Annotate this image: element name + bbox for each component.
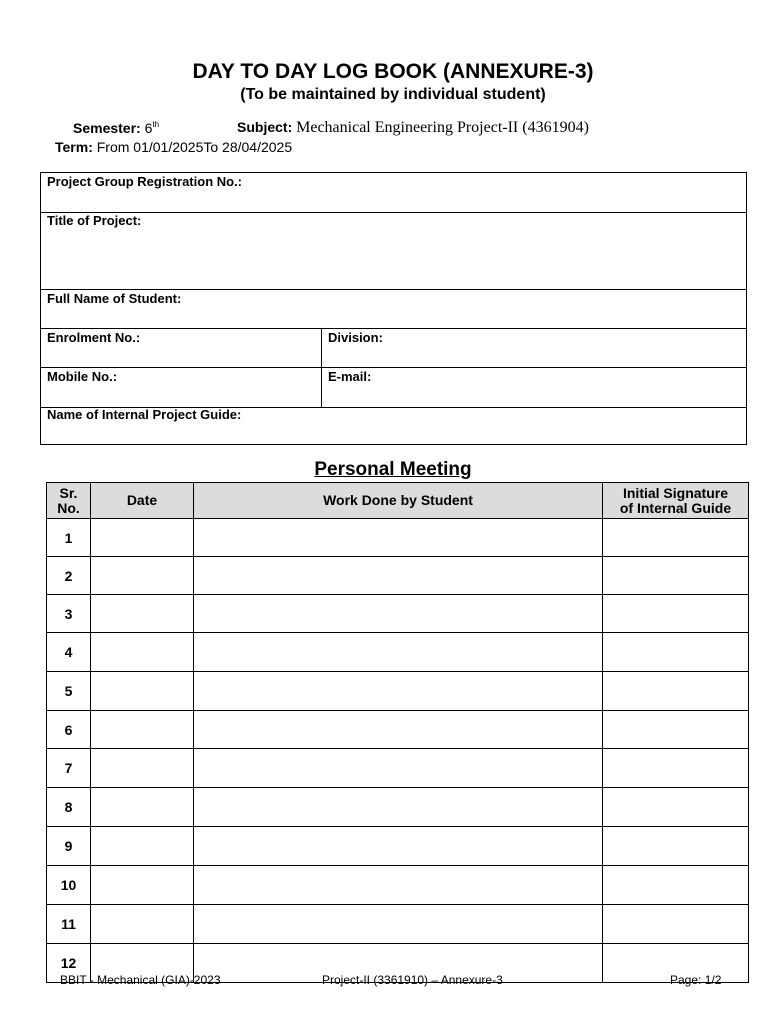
signature-cell[interactable] bbox=[603, 827, 749, 866]
signature-cell[interactable] bbox=[603, 749, 749, 788]
enrolment-label: Enrolment No.: bbox=[47, 330, 141, 345]
guide-row[interactable] bbox=[41, 407, 746, 445]
page-title: DAY TO DAY LOG BOOK (ANNEXURE-3) bbox=[192, 60, 594, 83]
term-label: Term: bbox=[55, 139, 93, 155]
personal-meeting-heading: Personal Meeting bbox=[314, 459, 472, 480]
sr-no-header bbox=[47, 483, 91, 519]
date-cell[interactable] bbox=[91, 788, 194, 827]
semester-suffix: th bbox=[152, 120, 160, 129]
work-done-cell[interactable] bbox=[194, 788, 603, 827]
work-done-cell[interactable] bbox=[194, 827, 603, 866]
sr-no-cell: 4 bbox=[47, 633, 91, 672]
table-row bbox=[47, 557, 749, 595]
guide-label: Name of Internal Project Guide: bbox=[47, 407, 242, 422]
signature-cell[interactable] bbox=[603, 711, 749, 749]
table-row bbox=[47, 905, 749, 944]
sr-no-cell: 12 bbox=[47, 944, 91, 983]
subject-value: Mechanical Engineering Project-II (4361904) bbox=[296, 119, 589, 136]
date-cell[interactable] bbox=[91, 557, 194, 595]
date-cell[interactable] bbox=[91, 633, 194, 672]
signature-header-line2: of Internal Guide bbox=[619, 499, 732, 516]
page-subtitle: (To be maintained by individual student) bbox=[240, 86, 546, 103]
table-row bbox=[47, 827, 749, 866]
mobile-email-row[interactable] bbox=[41, 368, 746, 408]
footer-right: Page: 1/2 bbox=[670, 973, 722, 987]
signature-cell[interactable] bbox=[603, 866, 749, 905]
table-row bbox=[47, 866, 749, 905]
meeting-log-table bbox=[46, 482, 749, 983]
date-cell[interactable] bbox=[91, 866, 194, 905]
date-cell[interactable] bbox=[91, 595, 194, 633]
sr-no-cell: 5 bbox=[47, 672, 91, 711]
date-cell[interactable] bbox=[91, 827, 194, 866]
sr-no-cell: 1 bbox=[47, 519, 91, 557]
meeting-log-body bbox=[47, 519, 749, 983]
footer-center: Project-II (3361910) – Annexure-3 bbox=[322, 973, 503, 987]
column-divider bbox=[321, 328, 322, 367]
student-info-box bbox=[40, 172, 747, 445]
full-name-row[interactable] bbox=[41, 289, 746, 329]
column-divider bbox=[321, 368, 322, 407]
term-line bbox=[55, 139, 292, 155]
email-label: E-mail: bbox=[328, 369, 372, 384]
registration-label: Project Group Registration No.: bbox=[47, 174, 243, 189]
subject-label: Subject: bbox=[237, 119, 293, 135]
work-done-cell[interactable] bbox=[194, 557, 603, 595]
semester-label: Semester: bbox=[73, 120, 141, 136]
sr-no-cell: 11 bbox=[47, 905, 91, 944]
table-row bbox=[47, 788, 749, 827]
sr-no-cell: 2 bbox=[47, 557, 91, 595]
sr-no-cell: 9 bbox=[47, 827, 91, 866]
table-row bbox=[47, 711, 749, 749]
date-cell[interactable] bbox=[91, 672, 194, 711]
work-done-header: Work Done by Student bbox=[194, 483, 603, 519]
table-row bbox=[47, 672, 749, 711]
signature-cell[interactable] bbox=[603, 905, 749, 944]
signature-cell[interactable] bbox=[603, 672, 749, 711]
mobile-label: Mobile No.: bbox=[47, 369, 118, 384]
table-header-row bbox=[47, 483, 749, 519]
subject-line bbox=[237, 119, 589, 137]
sr-no-cell: 3 bbox=[47, 595, 91, 633]
date-cell[interactable] bbox=[91, 905, 194, 944]
sr-header-line2: No. bbox=[57, 499, 80, 516]
sr-header-line1: Sr. bbox=[59, 484, 78, 501]
semester-value: 6 bbox=[144, 120, 153, 136]
work-done-cell[interactable] bbox=[194, 672, 603, 711]
date-cell[interactable] bbox=[91, 519, 194, 557]
signature-cell[interactable] bbox=[603, 519, 749, 557]
signature-cell[interactable] bbox=[603, 633, 749, 672]
signature-cell[interactable] bbox=[603, 557, 749, 595]
sr-no-cell: 10 bbox=[47, 866, 91, 905]
date-cell[interactable] bbox=[91, 749, 194, 788]
table-row bbox=[47, 595, 749, 633]
project-title-label: Title of Project: bbox=[47, 213, 142, 228]
sr-no-cell: 7 bbox=[47, 749, 91, 788]
project-title-row[interactable] bbox=[41, 212, 746, 290]
signature-header-line1: Initial Signature bbox=[622, 484, 728, 501]
work-done-cell[interactable] bbox=[194, 519, 603, 557]
work-done-cell[interactable] bbox=[194, 905, 603, 944]
sr-no-cell: 8 bbox=[47, 788, 91, 827]
enrolment-division-row[interactable] bbox=[41, 328, 746, 368]
table-row bbox=[47, 633, 749, 672]
signature-cell[interactable] bbox=[603, 595, 749, 633]
table-row bbox=[47, 519, 749, 557]
work-done-cell[interactable] bbox=[194, 633, 603, 672]
semester-line bbox=[73, 120, 159, 136]
date-cell[interactable] bbox=[91, 711, 194, 749]
work-done-cell[interactable] bbox=[194, 866, 603, 905]
registration-row[interactable] bbox=[41, 173, 746, 213]
sr-no-cell: 6 bbox=[47, 711, 91, 749]
table-row bbox=[47, 749, 749, 788]
division-label: Division: bbox=[328, 330, 383, 345]
full-name-label: Full Name of Student: bbox=[47, 291, 182, 306]
work-done-cell[interactable] bbox=[194, 711, 603, 749]
signature-cell[interactable] bbox=[603, 788, 749, 827]
footer-left: BBIT - Mechanical (GIA)-2023 bbox=[60, 973, 221, 987]
signature-header bbox=[603, 483, 749, 519]
date-header: Date bbox=[91, 483, 194, 519]
term-value: From 01/01/2025To 28/04/2025 bbox=[96, 139, 293, 155]
work-done-cell[interactable] bbox=[194, 749, 603, 788]
work-done-cell[interactable] bbox=[194, 595, 603, 633]
